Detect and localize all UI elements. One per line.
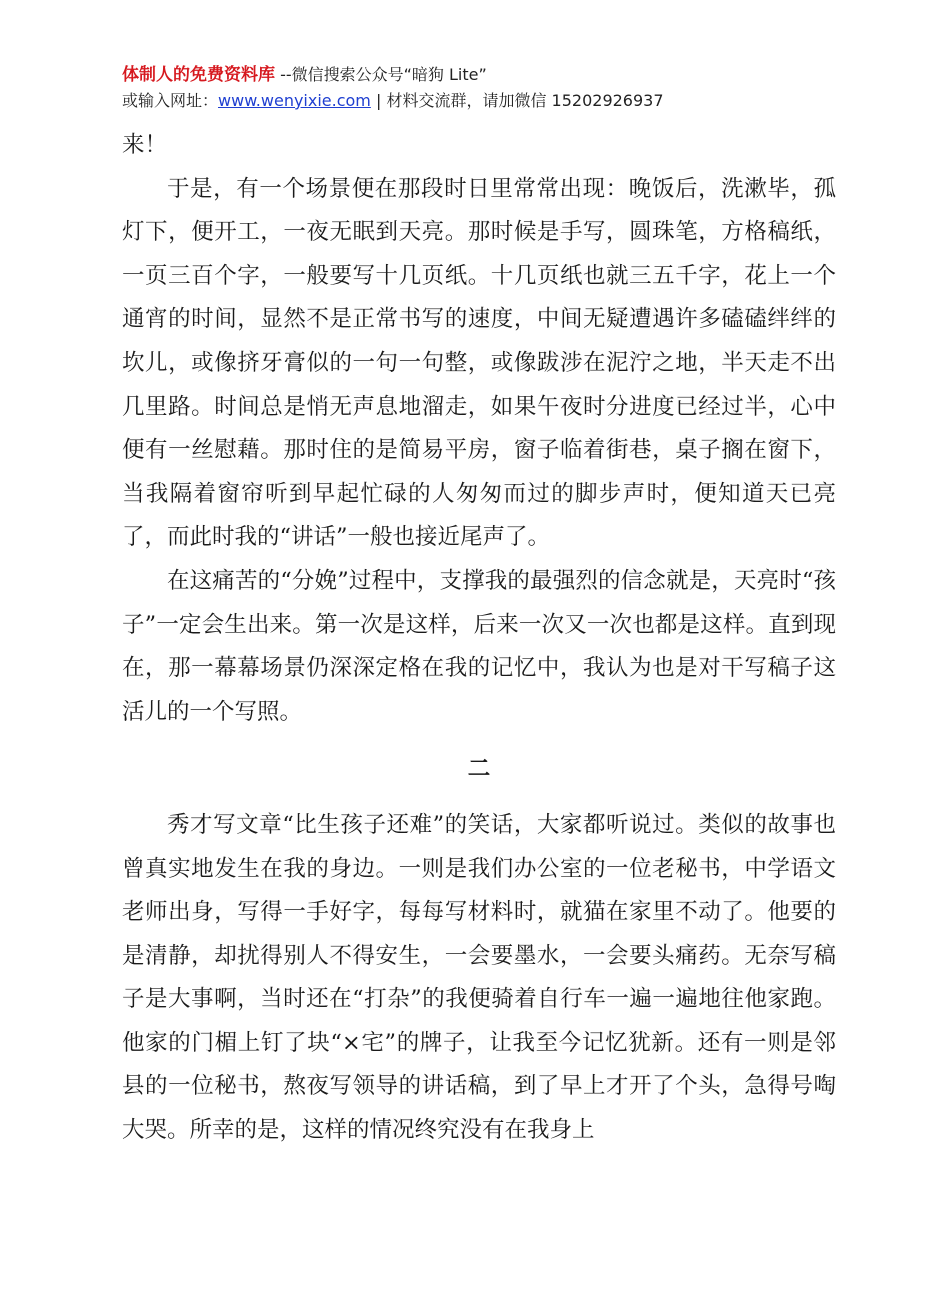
paragraph: 于是，有一个场景便在那段时日里常常出现：晚饭后，洗漱毕，孤灯下，便开工，一夜无眠到天亮。那时候是手写，圆珠笔，方格稿纸，一页三百个字，一般要写十几页纸。十几页纸也就三五千字，花上一个通宵的时间，显然不是正常书写的速度，中间无疑遭遇许多磕磕绊绊的坎儿，或像挤牙膏似的一句一句整，或像跋涉在泥泞之地，半天走不出几里路。时间总是悄无声息地溜走，如果午夜时分进度已经过半，心中便有一丝慰藉。那时住的是简易平房，窗子临着街巷，桌子搁在窗下，当我隔着窗帘听到早起忙碌的人匆匆而过的脚步声时，便知道天已亮了，而此时我的“讲话”一般也接近尾声了。 [122,175,836,551]
paragraph: 在这痛苦的“分娩”过程中，支撑我的最强烈的信念就是，天亮时“孩子”一定会生出来。第一次是这样，后来一次又一次也都是这样。直到现在，那一幕幕场景仍深深定格在我的记忆中，我认为也是对干写稿子这活儿的一个写照。 [122,567,836,725]
paragraph-continuation: 来！ [122,132,168,158]
header-line-1 [122,62,842,88]
paragraph: 秀才写文章“比生孩子还难”的笑话，大家都听说过。类似的故事也曾真实地发生在我的身边。一则是我们办公室的一位老秘书，中学语文老师出身，写得一手好字，每每写材料时，就猫在家里不动了。他要的是清静，却扰得别人不得安生，一会要墨水，一会要头痛药。无奈写稿子是大事啊，当时还在“打杂”的我便骑着自行车一遍一遍地往他家跑。他家的门楣上钉了块“×宅”的牌子，让我至今记忆犹新。还有一则是邻县的一位秘书，熬夜写领导的讲话稿，到了早上才开了个头，急得号啕大哭。所幸的是，这样的情况终究没有在我身上 [122,811,836,1144]
section-heading: 二 [467,756,491,783]
page-header [122,62,842,114]
header-url-prefix: 或输入网址： [122,91,219,110]
article-body [122,124,836,1153]
header-contact: | 材料交流群，请加微信 15202926937 [370,91,664,110]
brand-title: 体制人的免费资料库 [122,65,275,85]
header-tagline: --微信搜索公众号“暗狗 Lite” [275,65,487,84]
header-line-2 [122,88,842,114]
website-link[interactable]: www.wenyixie.com [218,91,371,110]
